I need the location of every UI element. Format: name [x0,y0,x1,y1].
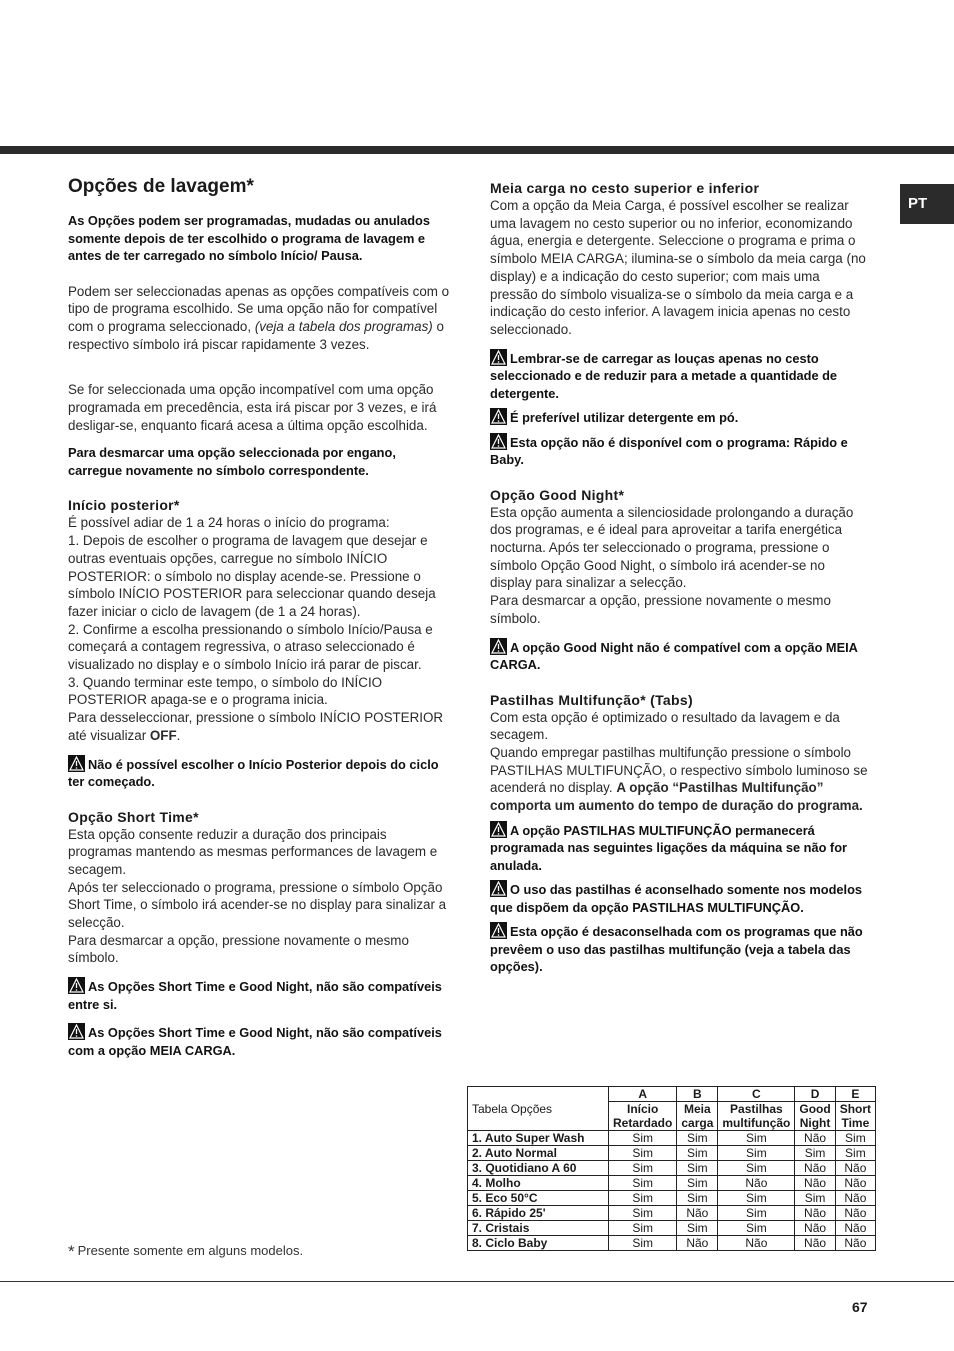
top-bar [0,146,954,154]
deselect-note: Para desmarcar uma opção seleccionada por engano, carregue novamente no símbolo correspondente. [68,445,396,478]
warning-icon [68,1023,85,1040]
warning-icon [490,408,507,425]
tabs-text-1: Com esta opção é optimizado o resultado da lavagem e da secagem. [490,709,840,743]
inicio-warning: Não é possível escolher o Início Posterior depois do ciclo ter começado. [68,756,439,790]
table-row: 6. Rápido 25' Sim Não Sim Não Não [468,1206,876,1221]
good-night-text-2: Para desmarcar a opção, pressione novamente o mesmo símbolo. [490,593,831,626]
table-reference: (veja a tabela dos programas) [254,318,433,334]
tabs-title: Pastilhas Multifunção* (Tabs) [490,691,693,708]
meia-carga-warning-2: É preferível utilizar detergente em pó. [490,408,868,427]
col-header: Meia carga [677,1102,718,1131]
col-letter: C [718,1087,795,1102]
tabs-warning-3: Esta opção é desaconselhada com os programas que não prevêem o uso das pastilhas multifunção (veja a tabela das opções). [490,924,863,975]
incompat-paragraph: Se for seleccionada uma opção incompatível com uma opção programada em precedência, esta irá piscar por 3 vezes, e irá desligar-se, enquanto ficará acesa a última opção escolhida. [68,382,437,433]
page-number: 67 [852,1299,868,1315]
table-row: 5. Eco 50°C Sim Sim Sim Sim Não [468,1191,876,1206]
tabs-text-2: Quando empregar pastilhas multifunção pressione o símbolo PASTILHAS MULTIFUNÇÃO, o respectivo símbolo luminoso se acenderá no display. A opção “Pastilhas Multifunção” comporta um aumento do tempo de duração do programa. [490,744,868,814]
inicio-text-4: 3. Quando terminar este tempo, o símbolo do INÍCIO POSTERIOR apaga-se e o programa inicia. [68,674,383,708]
short-time-text-1: Esta opção consente reduzir a duração dos principais programas mantendo as mesmas performances de lavagem e secagem. [68,826,438,877]
inicio-text-2: 1. Depois de escolher o programa de lavagem que desejar e outras eventuais opções, carregue no símbolo INÍCIO POSTERIOR: o símbolo no display acende-se. Pressione o símbolo INÍCIO POSTERIOR para seleccionar quando deseja fazer iniciar o ciclo de lavagem (de 1 a 24 horas). [68,533,436,619]
good-night-text-1: Esta opção aumenta a silenciosidade prolongando a duração dos programas, e é ideal para aproveitar a tarifa energética nocturna. Após ter seleccionado o programa, pressione o símbolo Opção Good Night, o símbolo irá acender-se no display para sinalizar a selecção. [490,504,854,591]
meia-carga-warning-3: Esta opção não é disponível com o programa: Rápido e Baby. [490,434,848,468]
short-time-warning-1: As Opções Short Time e Good Night, não são compatíveis entre si. [68,979,442,1012]
page-title: Opções de lavagem* [68,176,254,197]
col-letter: D [795,1087,835,1102]
right-column [490,176,868,976]
col-header: Short Time [835,1102,875,1131]
warning-icon [490,433,507,450]
table-row: 4. Molho Sim Sim Não Não Não [468,1176,876,1191]
warning-icon [68,755,85,772]
short-time-warning-2: As Opções Short Time e Good Night, não são compatíveis com a opção MEIA CARGA. [68,1025,442,1058]
warning-icon [68,977,85,994]
col-letter: E [835,1087,875,1102]
language-tab: PT [900,184,954,224]
inicio-text-1: É possível adiar de 1 a 24 horas o início do programa: [68,515,390,531]
bottom-rule [0,1281,954,1282]
warning-icon [490,349,507,366]
meia-carga-title: Meia carga no cesto superior e inferior [490,180,760,196]
tabs-warning-2: O uso das pastilhas é aconselhado somente nos modelos que dispõem da opção PASTILHAS MULTIFUNÇÃO. [490,882,863,915]
inicio-text-5: Para desseleccionar, pressione o símbolo INÍCIO POSTERIOR até visualizar OFF. [68,710,444,743]
warning-icon [490,638,507,655]
intro-bold: As Opções podem ser programadas, mudadas ou anulados somente depois de ter escolhido o programa de lavagem e antes de ter carregado no símbolo Início/ Pausa. [68,213,430,263]
options-table [467,1086,876,1251]
table-row: 3. Quotidiano A 60 Sim Sim Sim Não Não [468,1161,876,1176]
short-time-text-3: Para desmarcar a opção, pressione novamente o mesmo símbolo. [68,932,409,966]
table-row: 8. Ciclo Baby Sim Não Não Não Não [468,1236,876,1251]
good-night-warning: A opção Good Night não é compatível com a opção MEIA CARGA. [490,639,858,673]
table-row: 7. Cristais Sim Sim Sim Não Não [468,1221,876,1236]
good-night-title: Opção Good Night* [490,486,625,503]
inicio-text-3: 2. Confirme a escolha pressionando o símbolo Início/Pausa e começará a contagem regressiva, o atraso seleccionado é visualizado no display e o símbolo Início irá parar de piscar. [68,621,433,673]
left-column [68,176,452,1059]
col-header: Início Retardado [609,1102,677,1131]
table-row: 2. Auto Normal Sim Sim Sim Sim Sim [468,1146,876,1161]
col-letter: A [609,1087,677,1102]
compat-paragraph: Podem ser seleccionadas apenas as opções compatíveis com o tipo de programa escolhido. Se uma opção não for compatível com o programa seleccionado, (veja a tabela dos programas) o respectivo símbolo irá piscar rapidamente 3 vezes. [68,283,450,352]
warning-icon [490,821,507,838]
col-header: Pastilhas multifunção [718,1102,795,1131]
warning-icon [490,880,507,897]
short-time-title: Opção Short Time* [68,808,199,825]
short-time-text-2: Após ter seleccionado o programa, pressione o símbolo Opção Short Time, o símbolo irá acender-se no display para sinalizar a selecção. [68,879,447,931]
footnote: * Presente somente em alguns modelos. [68,1242,304,1261]
col-header: Good Night [795,1102,835,1131]
meia-carga-warning-1: Lembrar-se de carregar as louças apenas no cesto seleccionado e de reduzir para a metade a quantidade de detergente. [490,350,838,401]
table-row: 1. Auto Super Wash Sim Sim Sim Não Sim [468,1131,876,1146]
tabs-warning-1: A opção PASTILHAS MULTIFUNÇÃO permanecerá programada nas seguintes ligações da máquina se não for anulada. [490,822,847,873]
table-label: Tabela Opções [468,1087,609,1131]
warning-icon [490,922,507,939]
inicio-title: Início posterior* [68,497,180,514]
meia-carga-text: Com a opção da Meia Carga, é possível escolher se realizar uma lavagem no cesto superior ou no inferior, economizando água, energia e detergente. Seleccione o programa e prima o símbolo MEIA CARGA; ilumina-se o símbolo da meia carga (no display) e a indicação do cesto superior; com mais uma pressão do símbolo visualiza-se o símbolo da meia carga e a indicação do cesto inferior. A lavagem inicia apenas no cesto seleccionado. [490,198,866,337]
col-letter: B [677,1087,718,1102]
